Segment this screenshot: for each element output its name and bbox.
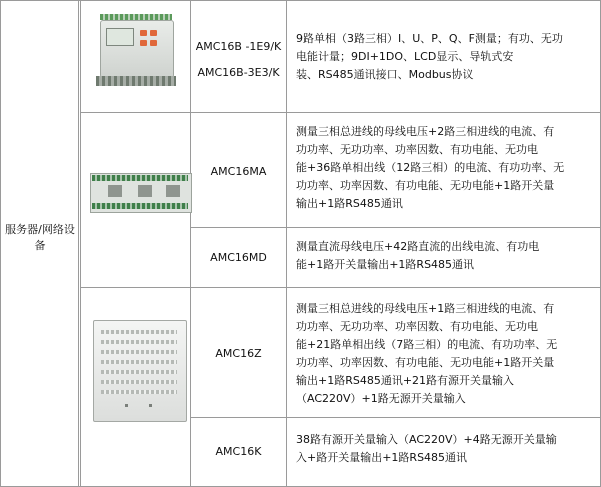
description-line: 功功率、无功功率、功率因数、有功电能、无功电 <box>296 320 538 333</box>
description-cell <box>296 300 557 408</box>
model-name: AMC16MA <box>210 165 267 178</box>
grid-line <box>80 112 601 113</box>
description-line: 38路有源开关量输入（AC220V）+4路无源开关量输 <box>296 433 557 446</box>
description-line: 测量三相总进线的母线电压+2路三相进线的电流、有 <box>296 125 555 138</box>
description-line: 装、RS485通讯接口、Modbus协议 <box>296 68 474 81</box>
grid-line <box>286 0 287 487</box>
description-line: 入+路开关量输出+1路RS485通讯 <box>296 451 468 464</box>
model-name: AMC16K <box>215 445 262 458</box>
description-line: 测量三相总进线的母线电压+1路三相进线的电流、有 <box>296 302 555 315</box>
description-line: 电能计量；9DI+1DO、LCD显示、导轨式安 <box>296 50 514 63</box>
description-line: 能+1路开关量输出+1路RS485通讯 <box>296 258 475 271</box>
amc16b-device-image <box>96 12 176 92</box>
description-cell <box>296 238 539 274</box>
grid-line <box>80 0 81 487</box>
description-line: 9路单相（3路三相）I、U、P、Q、F测量；有功、无功 <box>296 32 563 45</box>
description-line: 能+21路单相出线（7路三相）的电流、有功功率、无 <box>296 338 558 351</box>
description-line: 功功率、功率因数、有功电能、无功电能+1路开关量 <box>296 179 555 192</box>
description-line: 功功率、无功功率、功率因数、有功电能、无功电 <box>296 143 538 156</box>
amc16z-device-image <box>93 320 185 420</box>
category-label: 服务器/网络设备 <box>5 223 75 252</box>
model-name: AMC16Z <box>215 347 262 360</box>
description-cell <box>296 30 563 84</box>
description-line: 输出+1路RS485通讯+21路有源开关量输入 <box>296 374 515 387</box>
description-line: 输出+1路RS485通讯 <box>296 197 403 210</box>
amc16ma-device-image <box>90 165 190 220</box>
description-line: 测量直流母线电压+42路直流的出线电流、有功电 <box>296 240 540 253</box>
grid-line <box>78 0 79 487</box>
description-cell <box>296 123 564 213</box>
description-line: 能+36路单相出线（12路三相）的电流、有功功率、无 <box>296 161 565 174</box>
model-name: AMC16B -1E9/K <box>195 40 282 53</box>
model-name: AMC16B-3E3/K <box>197 66 280 79</box>
description-line: 功功率、功率因数、有功电能、无功电能+1路开关量 <box>296 356 555 369</box>
grid-line <box>190 417 601 418</box>
grid-line <box>80 287 601 288</box>
grid-line <box>190 227 601 228</box>
description-cell <box>296 431 557 467</box>
description-line: （AC220V）+1路无源开关量输入 <box>296 392 466 405</box>
model-name: AMC16MD <box>210 251 267 264</box>
